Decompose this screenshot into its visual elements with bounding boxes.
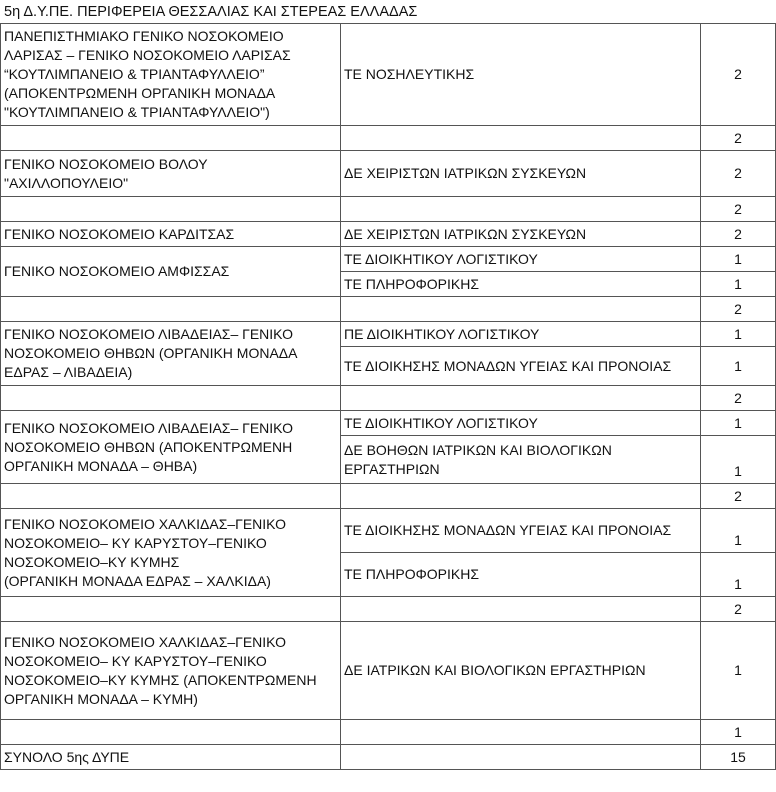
count-cell: 1	[701, 347, 776, 386]
count-cell: 2	[701, 151, 776, 197]
hospital-cell: ΓΕΝΙΚΟ ΝΟΣΟΚΟΜΕΙΟ ΚΑΡΔΙΤΣΑΣ	[1, 222, 341, 247]
hospital-cell	[1, 720, 341, 745]
specialty-cell: ΔΕ ΧΕΙΡΙΣΤΩΝ ΙΑΤΡΙΚΩΝ ΣΥΣΚΕΥΩΝ	[341, 151, 701, 197]
hospital-cell	[1, 197, 341, 222]
specialty-cell: ΤΕ ΝΟΣΗΛΕΥΤΙΚΗΣ	[341, 24, 701, 126]
count-cell: 1	[701, 509, 776, 553]
count-cell: 1	[701, 322, 776, 347]
subtotal-cell: 2	[701, 484, 776, 509]
specialty-cell	[341, 720, 701, 745]
specialty-cell: ΤΕ ΠΛΗΡΟΦΟΡΙΚΗΣ	[341, 272, 701, 297]
hospital-cell	[1, 297, 341, 322]
specialty-cell: ΔΕ ΙΑΤΡΙΚΩΝ ΚΑΙ ΒΙΟΛΟΓΙΚΩΝ ΕΡΓΑΣΤΗΡΙΩΝ	[341, 622, 701, 720]
specialty-cell	[341, 386, 701, 411]
specialty-cell	[341, 126, 701, 151]
specialty-cell: ΠΕ ΔΙΟΙΚΗΤΙΚΟΥ ΛΟΓΙΣΤΙΚΟΥ	[341, 322, 701, 347]
table-row	[1, 509, 776, 553]
count-cell: 1	[701, 436, 776, 484]
specialty-cell: ΤΕ ΔΙΟΙΚΗΣΗΣ ΜΟΝΑΔΩΝ ΥΓΕΙΑΣ ΚΑΙ ΠΡΟΝΟΙΑΣ	[341, 347, 701, 386]
count-cell: 2	[701, 222, 776, 247]
subtotal-row	[1, 126, 776, 151]
specialty-cell: ΔΕ ΧΕΙΡΙΣΤΩΝ ΙΑΤΡΙΚΩΝ ΣΥΣΚΕΥΩΝ	[341, 222, 701, 247]
specialty-cell: ΤΕ ΔΙΟΙΚΗΤΙΚΟΥ ΛΟΓΙΣΤΙΚΟΥ	[341, 411, 701, 436]
count-cell: 2	[701, 24, 776, 126]
subtotal-row	[1, 597, 776, 622]
subtotal-row	[1, 720, 776, 745]
region-title: 5η Δ.Υ.ΠΕ. ΠΕΡΙΦΕΡΕΙΑ ΘΕΣΣΑΛΙΑΣ ΚΑΙ ΣΤΕΡΕΑΣ ΕΛΛΑΔΑΣ	[4, 4, 418, 20]
subtotal-cell: 2	[701, 297, 776, 322]
subtotal-cell: 2	[701, 597, 776, 622]
specialty-cell	[341, 197, 701, 222]
specialty-cell	[341, 597, 701, 622]
subtotal-row	[1, 386, 776, 411]
specialty-cell: ΤΕ ΔΙΟΙΚΗΤΙΚΟΥ ΛΟΓΙΣΤΙΚΟΥ	[341, 247, 701, 272]
specialty-cell: ΤΕ ΔΙΟΙΚΗΣΗΣ ΜΟΝΑΔΩΝ ΥΓΕΙΑΣ ΚΑΙ ΠΡΟΝΟΙΑΣ	[341, 509, 701, 553]
table-row	[1, 411, 776, 436]
subtotal-cell: 2	[701, 386, 776, 411]
positions-table	[0, 23, 776, 770]
hospital-cell	[1, 597, 341, 622]
specialty-cell	[341, 484, 701, 509]
total-label: ΣΥΝΟΛΟ 5ης ΔΥΠΕ	[1, 745, 341, 770]
hospital-cell: ΓΕΝΙΚΟ ΝΟΣΟΚΟΜΕΙΟ ΧΑΛΚΙΔΑΣ–ΓΕΝΙΚΟ ΝΟΣΟΚΟΜΕΙΟ– ΚΥ ΚΑΡΥΣΤΟΥ–ΓΕΝΙΚΟ ΝΟΣΟΚΟΜΕΙΟ–ΚΥ ΚΥΜΗΣ (ΑΠΟΚΕΝΤΡΩΜΕΝΗ ΟΡΓΑΝΙΚΗ ΜΟΝΑΔΑ – ΚΥΜΗ)	[1, 622, 341, 720]
subtotal-cell: 2	[701, 126, 776, 151]
specialty-cell: ΔΕ ΒΟΗΘΩΝ ΙΑΤΡΙΚΩΝ ΚΑΙ ΒΙΟΛΟΓΙΚΩΝ ΕΡΓΑΣΤΗΡΙΩΝ	[341, 436, 701, 484]
table-row	[1, 247, 776, 272]
subtotal-cell: 1	[701, 720, 776, 745]
hospital-cell	[1, 126, 341, 151]
table-row	[1, 24, 776, 126]
subtotal-cell: 2	[701, 197, 776, 222]
table-row	[1, 622, 776, 720]
table-row	[1, 222, 776, 247]
hospital-cell	[1, 484, 341, 509]
count-cell: 1	[701, 622, 776, 720]
total-row	[1, 745, 776, 770]
hospital-cell: ΓΕΝΙΚΟ ΝΟΣΟΚΟΜΕΙΟ ΧΑΛΚΙΔΑΣ–ΓΕΝΙΚΟ ΝΟΣΟΚΟΜΕΙΟ– ΚΥ ΚΑΡΥΣΤΟΥ–ΓΕΝΙΚΟ ΝΟΣΟΚΟΜΕΙΟ–ΚΥ ΚΥΜΗΣ (ΟΡΓΑΝΙΚΗ ΜΟΝΑΔΑ ΕΔΡΑΣ – ΧΑΛΚΙΔΑ)	[1, 509, 341, 597]
hospital-cell: ΓΕΝΙΚΟ ΝΟΣΟΚΟΜΕΙΟ ΛΙΒΑΔΕΙΑΣ– ΓΕΝΙΚΟ ΝΟΣΟΚΟΜΕΙΟ ΘΗΒΩΝ (ΟΡΓΑΝΙΚΗ ΜΟΝΑΔΑ ΕΔΡΑΣ – ΛΙΒΑΔΕΙΑ)	[1, 322, 341, 386]
total-empty-cell	[341, 745, 701, 770]
hospital-cell: ΓΕΝΙΚΟ ΝΟΣΟΚΟΜΕΙΟ ΒΟΛΟΥ "ΑΧΙΛΛΟΠΟΥΛΕΙΟ"	[1, 151, 341, 197]
count-cell: 1	[701, 553, 776, 597]
hospital-cell	[1, 386, 341, 411]
specialty-cell	[341, 297, 701, 322]
hospital-cell: ΓΕΝΙΚΟ ΝΟΣΟΚΟΜΕΙΟ ΛΙΒΑΔΕΙΑΣ– ΓΕΝΙΚΟ ΝΟΣΟΚΟΜΕΙΟ ΘΗΒΩΝ (ΑΠΟΚΕΝΤΡΩΜΕΝΗ ΟΡΓΑΝΙΚΗ ΜΟΝΑΔΑ – ΘΗΒΑ)	[1, 411, 341, 484]
count-cell: 1	[701, 411, 776, 436]
table-row	[1, 322, 776, 347]
count-cell: 1	[701, 272, 776, 297]
subtotal-row	[1, 197, 776, 222]
hospital-cell: ΠΑΝΕΠΙΣΤΗΜΙΑΚΟ ΓΕΝΙΚΟ ΝΟΣΟΚΟΜΕΙΟ ΛΑΡΙΣΑΣ – ΓΕΝΙΚΟ ΝΟΣΟΚΟΜΕΙΟ ΛΑΡΙΣΑΣ “ΚΟΥΤΛΙΜΠΑΝΕΙΟ & ΤΡΙΑΝΤΑΦΥΛΛΕΙΟ” (ΑΠΟΚΕΝΤΡΩΜΕΝΗ ΟΡΓΑΝΙΚΗ ΜΟΝΑΔΑ "ΚΟΥΤΛΙΜΠΑΝΕΙΟ & ΤΡΙΑΝΤΑΦΥΛΛΕΙΟ")	[1, 24, 341, 126]
table-row	[1, 151, 776, 197]
hospital-cell: ΓΕΝΙΚΟ ΝΟΣΟΚΟΜΕΙΟ ΑΜΦΙΣΣΑΣ	[1, 247, 341, 297]
count-cell: 1	[701, 247, 776, 272]
specialty-cell: ΤΕ ΠΛΗΡΟΦΟΡΙΚΗΣ	[341, 553, 701, 597]
subtotal-row	[1, 484, 776, 509]
total-value: 15	[701, 745, 776, 770]
subtotal-row	[1, 297, 776, 322]
